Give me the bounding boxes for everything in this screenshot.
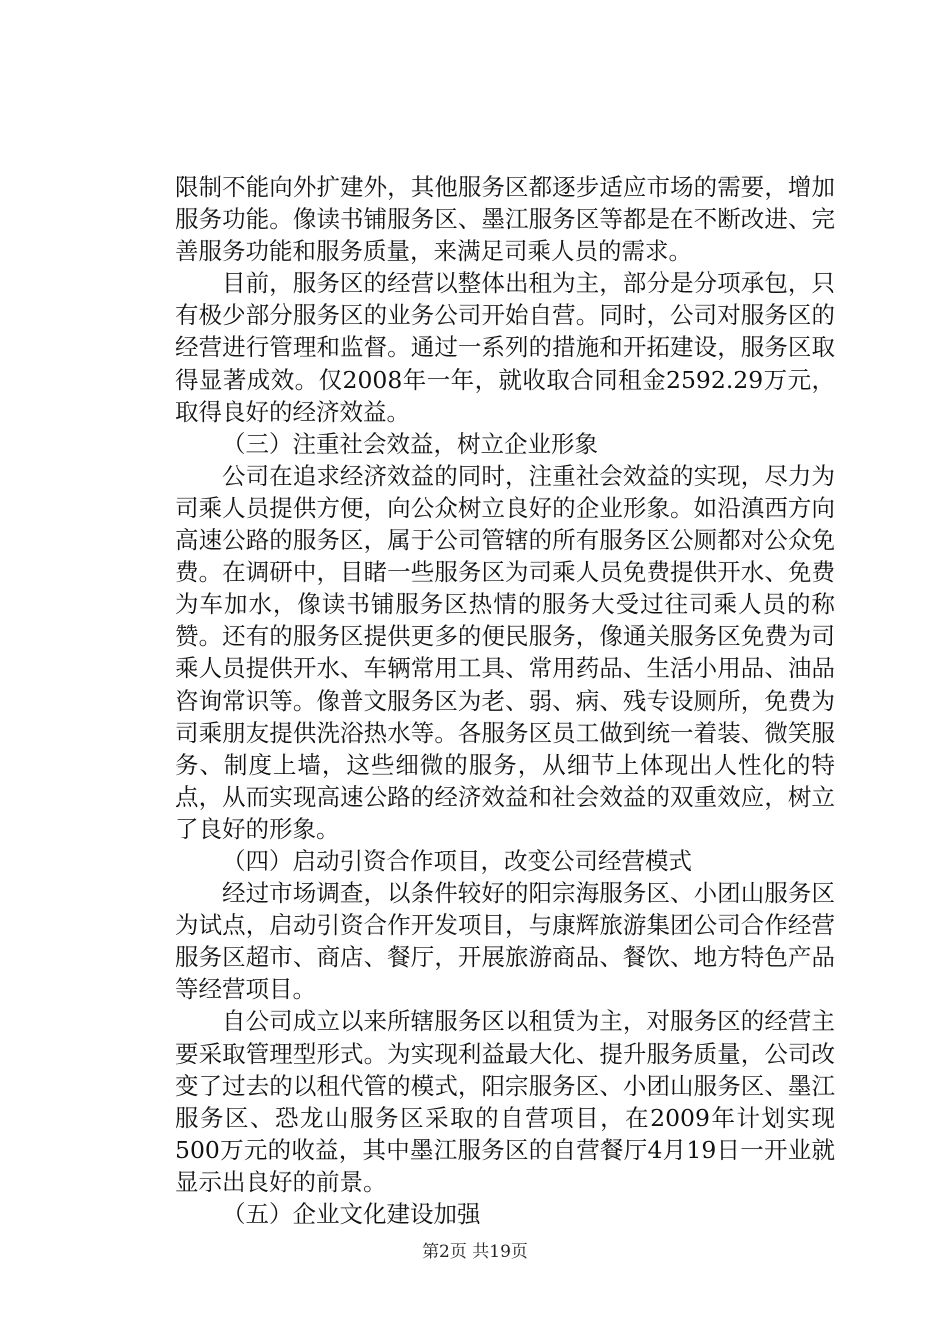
section-heading-3: （三）注重社会效益，树立企业形象 (222, 429, 598, 458)
section-heading-5: （五）企业文化建设加强 (222, 1200, 481, 1228)
paragraph-self-operation: 自公司成立以来所辖服务区以租赁为主，对服务区的经营主要采取管理型形式。为实现利益最大化、提升服务质量，公司改变了过去的以租代管的模式，阳宗服务区、小团山服务区、墨江服务区、恐龙山服务区采取的自营项目，在2009年计划实现500万元的收益，其中墨江服务区的自营餐厅4月19日一开业就显示出良好的前景。 (175, 1007, 835, 1196)
paragraph-investment-pilot: 经过市场调查，以条件较好的阳宗海服务区、小团山服务区为试点，启动引资合作开发项目，与康辉旅游集团公司合作经营服务区超市、商店、餐厅，开展旅游商品、餐饮、地方特色产品等经营项目。 (175, 879, 835, 1004)
page-footer: 第2页 共19页 (422, 1242, 528, 1262)
section-heading-4: （四）启动引资合作项目，改变公司经营模式 (222, 846, 692, 875)
document-body (175, 171, 835, 1230)
paragraph-social-benefit: 公司在追求经济效益的同时，注重社会效益的实现，尽力为司乘人员提供方便，向公众树立良好的企业形象。如沿滇西方向高速公路的服务区，属于公司管辖的所有服务区公厕都对公众免费。在调研中，目睹一些服务区为司乘人员免费提供开水、免费为车加水，像读书铺服务区热情的服务大受过往司乘人员的称赞。还有的服务区提供更多的便民服务，像通关服务区免费为司乘人员提供开水、车辆常用工具、常用药品、生活小用品、油品咨询常识等。像普文服务区为老、弱、病、残专设厕所，免费为司乘朋友提供洗浴热水等。各服务区员工做到统一着装、微笑服务、制度上墙，这些细微的服务，从细节上体现出人性化的特点，从而实现高速公路的经济效益和社会效益的双重效应，树立了良好的形象。 (175, 461, 835, 843)
paragraph-operations: 目前，服务区的经营以整体出租为主，部分是分项承包，只有极少部分服务区的业务公司开始自营。同时，公司对服务区的经营进行管理和监督。通过一系列的措施和开拓建设，服务区取得显著成效。仅2008年一年，就收取合同租金2592.29万元，取得良好的经济效益。 (175, 269, 835, 426)
paragraph-continuation: 限制不能向外扩建外，其他服务区都逐步适应市场的需要，增加服务功能。像读书铺服务区、墨江服务区等都是在不断改进、完善服务功能和服务质量，来满足司乘人员的需求。 (175, 173, 835, 266)
